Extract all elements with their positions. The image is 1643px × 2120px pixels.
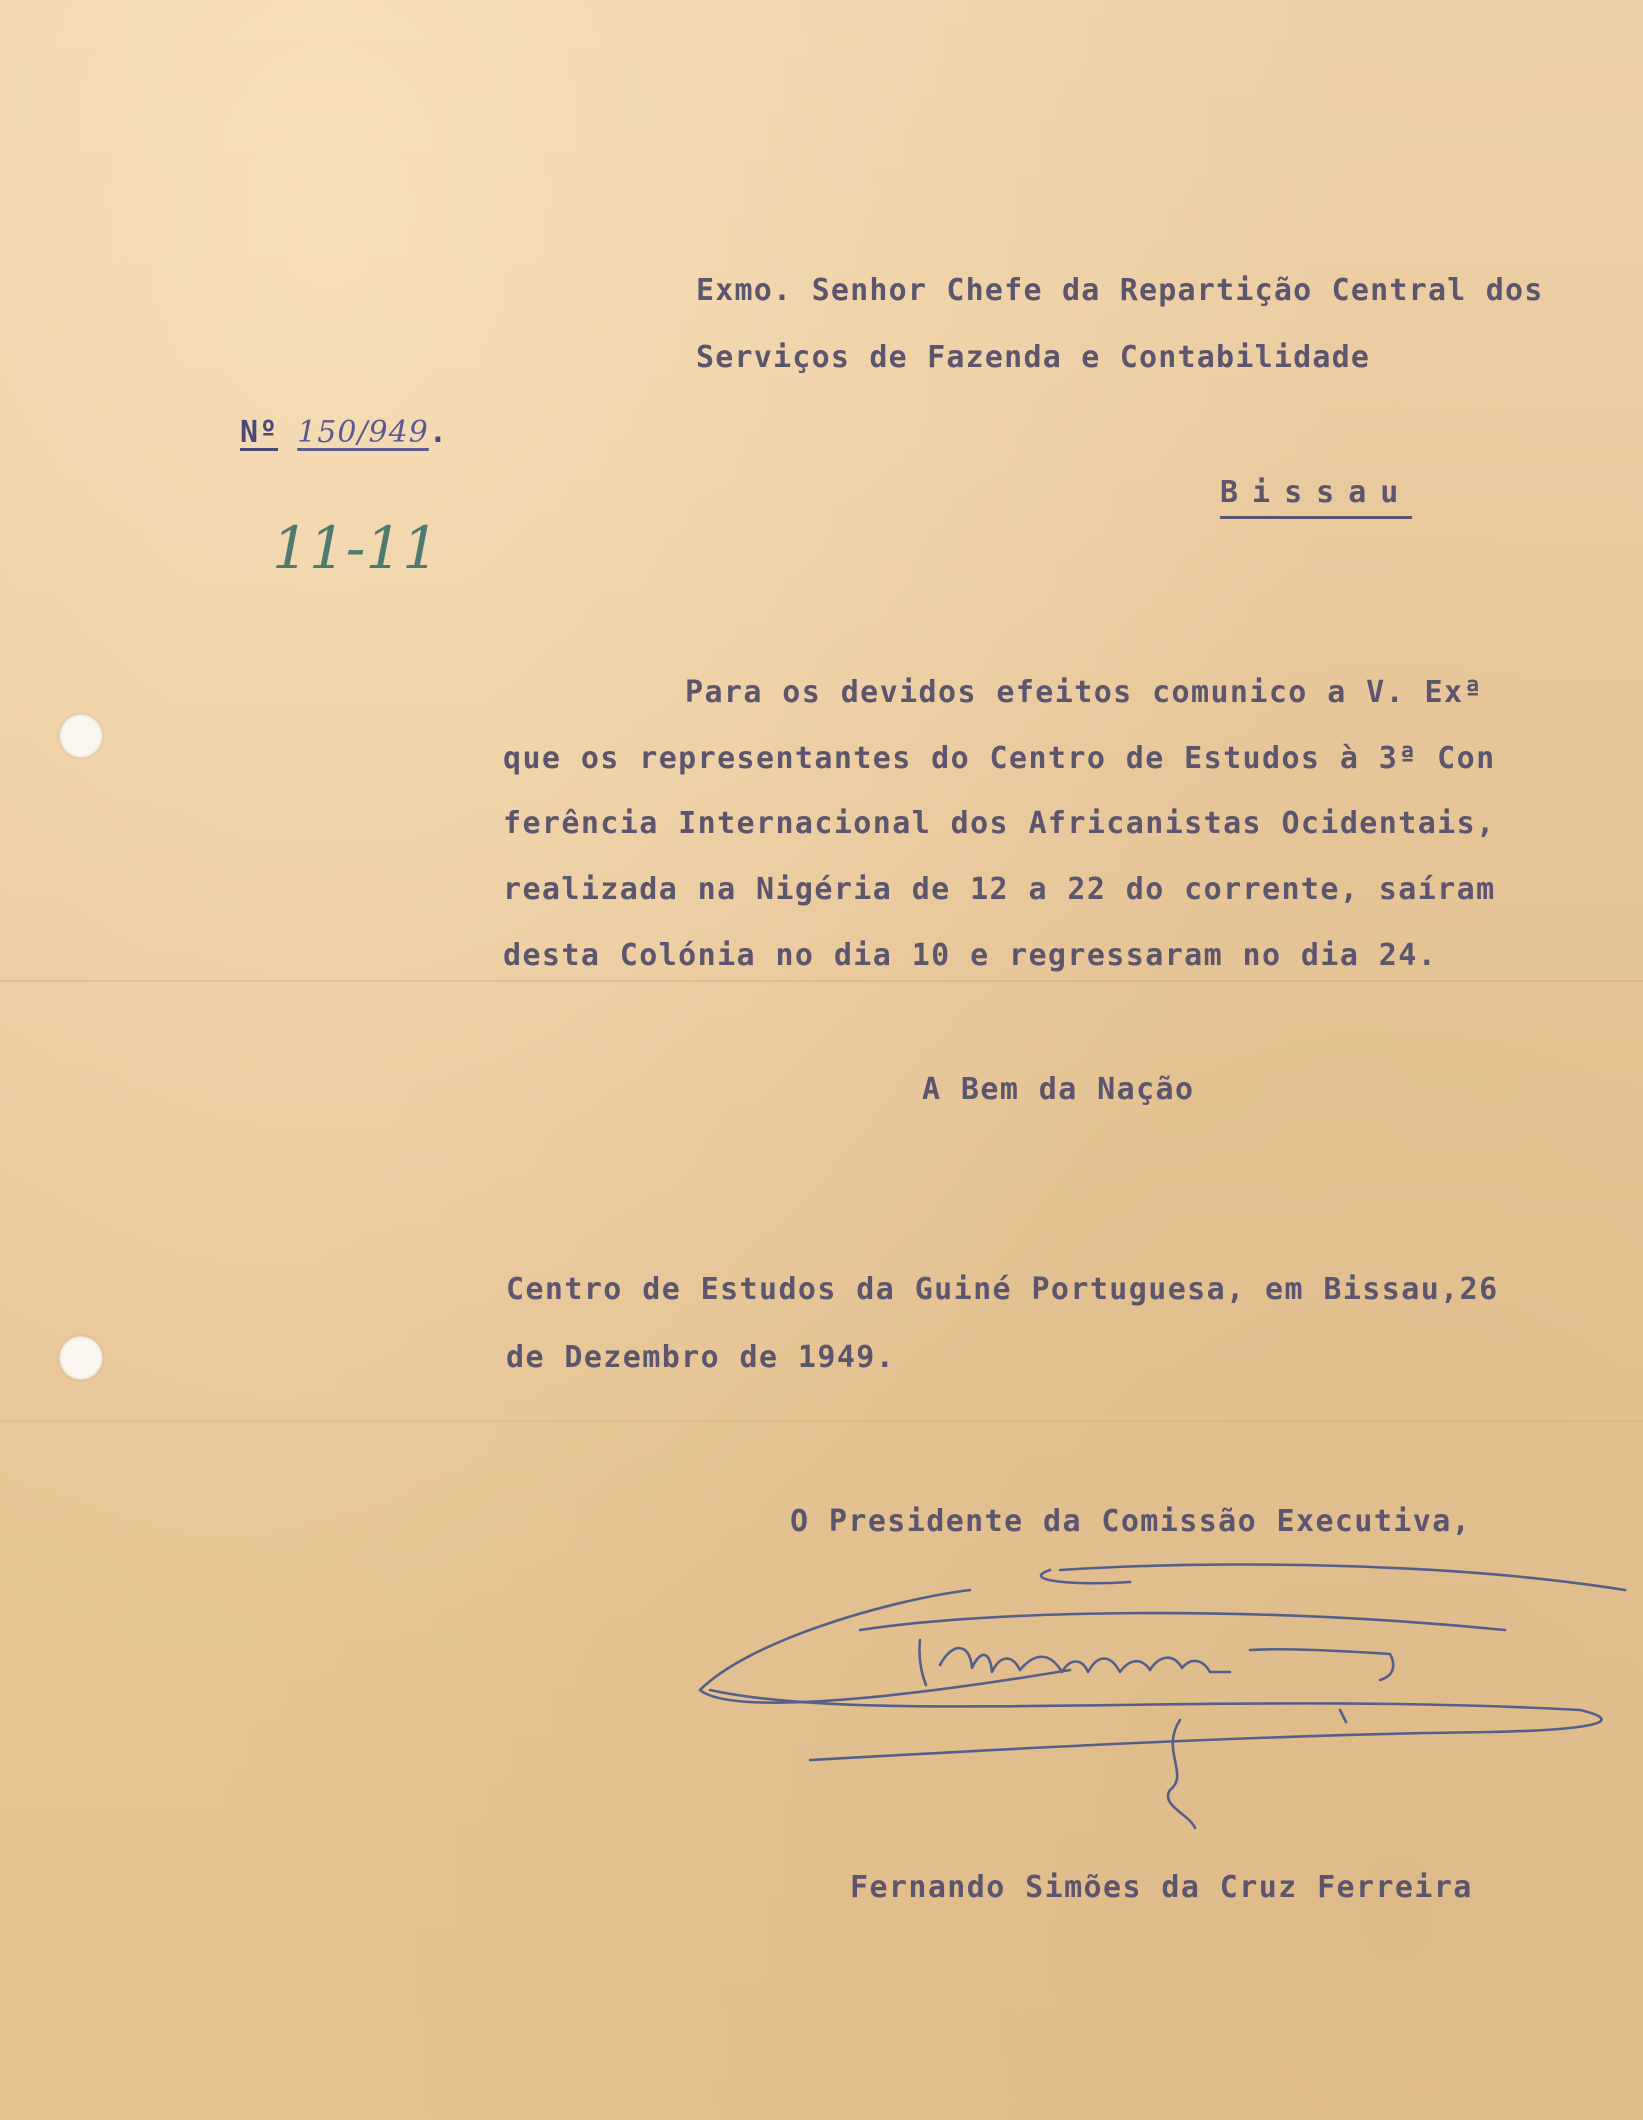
- signature: [690, 1550, 1630, 1830]
- body-line-4: realizada na Nigéria de 12 a 22 do corrente, saíram: [503, 872, 1496, 907]
- body-line-1: Para os devidos efeitos comunico a V. Exª: [685, 675, 1483, 710]
- body-line-2: que os representantes do Centro de Estudos à 3ª Con: [503, 741, 1496, 776]
- reference-value: 150/949: [297, 415, 429, 450]
- closing-salutation: A Bem da Nação: [922, 1072, 1195, 1107]
- paper-fold-line: [0, 980, 1643, 982]
- place-date-line-2: de Dezembro de 1949.: [506, 1340, 896, 1375]
- body-line-3: ferência Internacional dos Africanistas Ocidentais,: [503, 806, 1496, 841]
- reference-number: [240, 415, 448, 450]
- place-date-line-1: Centro de Estudos da Guiné Portuguesa, em Bissau,26: [506, 1272, 1499, 1307]
- body-line-5: desta Colónia no dia 10 e regressaram no dia 24.: [503, 938, 1438, 973]
- city-heading: Bissau: [1220, 475, 1412, 519]
- reference-suffix: .: [428, 415, 448, 450]
- signer-role: O Presidente da Comissão Executiva,: [790, 1504, 1472, 1539]
- punch-hole: [59, 714, 103, 758]
- paper-fold-line: [0, 1420, 1643, 1422]
- handwritten-note-text: 11-11: [272, 514, 440, 582]
- addressee-line-2: Serviços de Fazenda e Contabilidade: [696, 340, 1371, 375]
- handwritten-note: [268, 510, 440, 590]
- reference-prefix: Nº: [240, 415, 279, 450]
- signer-name: Fernando Simões da Cruz Ferreira: [850, 1870, 1473, 1905]
- punch-hole: [59, 1336, 103, 1380]
- addressee-line-1: Exmo. Senhor Chefe da Repartição Central dos: [696, 273, 1544, 308]
